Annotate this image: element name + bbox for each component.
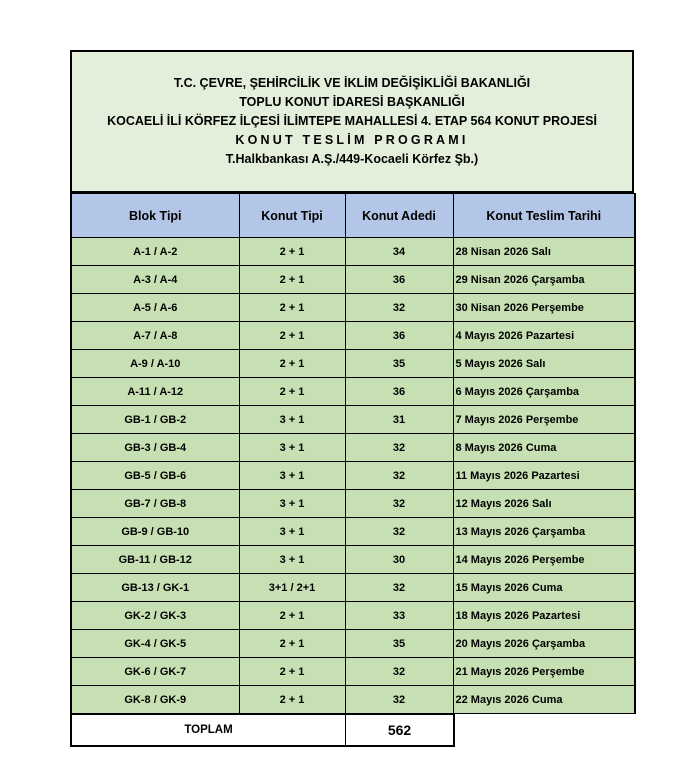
cell-delivery-date: 13 Mayıs 2026 Çarşamba (453, 518, 635, 546)
cell-unit-type: 3 + 1 (239, 518, 345, 546)
cell-delivery-date: 30 Nisan 2026 Perşembe (453, 294, 635, 322)
table-row (71, 546, 635, 574)
cell-unit-count: 36 (345, 266, 453, 294)
cell-unit-type: 3 + 1 (239, 462, 345, 490)
cell-unit-count: 32 (345, 518, 453, 546)
cell-delivery-date: 29 Nisan 2026 Çarşamba (453, 266, 635, 294)
table-row (71, 462, 635, 490)
table-row (71, 602, 635, 630)
table-row (71, 294, 635, 322)
cell-unit-type: 2 + 1 (239, 294, 345, 322)
table-row (71, 686, 635, 714)
table-row (71, 266, 635, 294)
cell-block-type: GB-7 / GB-8 (71, 490, 239, 518)
cell-unit-count: 35 (345, 350, 453, 378)
cell-unit-type: 2 + 1 (239, 602, 345, 630)
table-header-row (71, 194, 635, 238)
total-label: TOPLAM (72, 715, 346, 745)
agency-title: TOPLU KONUT İDARESİ BAŞKANLIĞI (239, 95, 465, 109)
cell-delivery-date: 18 Mayıs 2026 Pazartesi (453, 602, 635, 630)
cell-block-type: A-9 / A-10 (71, 350, 239, 378)
cell-block-type: A-1 / A-2 (71, 238, 239, 266)
column-header-unit-count: Konut Adedi (345, 194, 453, 238)
cell-unit-type: 2 + 1 (239, 266, 345, 294)
cell-unit-count: 32 (345, 490, 453, 518)
cell-unit-count: 35 (345, 630, 453, 658)
cell-block-type: GK-8 / GK-9 (71, 686, 239, 714)
table-row (71, 406, 635, 434)
cell-unit-count: 32 (345, 434, 453, 462)
ministry-title: T.C. ÇEVRE, ŞEHİRCİLİK VE İKLİM DEĞİŞİKLİĞİ BAKANLIĞI (173, 76, 531, 90)
table-row (71, 350, 635, 378)
cell-unit-count: 32 (345, 686, 453, 714)
cell-block-type: GB-13 / GK-1 (71, 574, 239, 602)
cell-block-type: A-5 / A-6 (71, 294, 239, 322)
cell-unit-count: 36 (345, 378, 453, 406)
cell-unit-type: 3 + 1 (239, 490, 345, 518)
cell-unit-type: 3 + 1 (239, 546, 345, 574)
cell-block-type: A-3 / A-4 (71, 266, 239, 294)
cell-delivery-date: 11 Mayıs 2026 Pazartesi (453, 462, 635, 490)
table-row (71, 574, 635, 602)
cell-unit-count: 32 (345, 574, 453, 602)
cell-unit-type: 2 + 1 (239, 630, 345, 658)
cell-delivery-date: 4 Mayıs 2026 Pazartesi (453, 322, 635, 350)
cell-unit-count: 32 (345, 462, 453, 490)
cell-unit-type: 3 + 1 (239, 434, 345, 462)
table-row (71, 630, 635, 658)
delivery-schedule-sheet (70, 50, 634, 738)
cell-delivery-date: 8 Mayıs 2026 Cuma (453, 434, 635, 462)
cell-delivery-date: 5 Mayıs 2026 Salı (453, 350, 635, 378)
table-row (71, 378, 635, 406)
cell-unit-count: 31 (345, 406, 453, 434)
column-header-unit-type: Konut Tipi (239, 194, 345, 238)
cell-block-type: A-7 / A-8 (71, 322, 239, 350)
cell-unit-type: 2 + 1 (239, 350, 345, 378)
total-row (70, 713, 455, 747)
cell-unit-type: 2 + 1 (239, 686, 345, 714)
cell-block-type: GK-4 / GK-5 (71, 630, 239, 658)
table-row (71, 658, 635, 686)
cell-block-type: GB-1 / GB-2 (71, 406, 239, 434)
cell-unit-count: 34 (345, 238, 453, 266)
cell-block-type: GK-6 / GK-7 (71, 658, 239, 686)
table-row (71, 238, 635, 266)
cell-unit-type: 3 + 1 (239, 406, 345, 434)
cell-delivery-date: 22 Mayıs 2026 Cuma (453, 686, 635, 714)
cell-unit-type: 3+1 / 2+1 (239, 574, 345, 602)
cell-block-type: GB-11 / GB-12 (71, 546, 239, 574)
delivery-table (70, 193, 636, 714)
table-row (71, 434, 635, 462)
cell-block-type: GB-9 / GB-10 (71, 518, 239, 546)
table-row (71, 490, 635, 518)
cell-block-type: A-11 / A-12 (71, 378, 239, 406)
column-header-block-type: Blok Tipi (71, 194, 239, 238)
cell-block-type: GB-5 / GB-6 (71, 462, 239, 490)
cell-unit-count: 33 (345, 602, 453, 630)
cell-delivery-date: 21 Mayıs 2026 Perşembe (453, 658, 635, 686)
cell-unit-type: 2 + 1 (239, 238, 345, 266)
cell-block-type: GB-3 / GB-4 (71, 434, 239, 462)
total-value: 562 (387, 722, 412, 738)
table-row (71, 322, 635, 350)
cell-delivery-date: 7 Mayıs 2026 Perşembe (453, 406, 635, 434)
cell-delivery-date: 14 Mayıs 2026 Perşembe (453, 546, 635, 574)
cell-unit-count: 30 (345, 546, 453, 574)
project-title: KOCAELİ İLİ KÖRFEZ İLÇESİ İLİMTEPE MAHALLESİ 4. ETAP 564 KONUT PROJESİ (107, 114, 597, 128)
program-title: KONUT TESLİM PROGRAMI (235, 133, 469, 147)
cell-unit-count: 32 (345, 294, 453, 322)
column-header-delivery-date: Konut Teslim Tarihi (453, 194, 635, 238)
cell-delivery-date: 12 Mayıs 2026 Salı (453, 490, 635, 518)
cell-unit-count: 32 (345, 658, 453, 686)
cell-unit-type: 2 + 1 (239, 322, 345, 350)
cell-delivery-date: 20 Mayıs 2026 Çarşamba (453, 630, 635, 658)
cell-delivery-date: 28 Nisan 2026 Salı (453, 238, 635, 266)
cell-unit-type: 2 + 1 (239, 658, 345, 686)
cell-unit-count: 36 (345, 322, 453, 350)
bank-branch: T.Halkbankası A.Ş./449-Kocaeli Körfez Şb.) (225, 152, 479, 166)
document-header (70, 50, 634, 193)
cell-block-type: GK-2 / GK-3 (71, 602, 239, 630)
table-row (71, 518, 635, 546)
cell-delivery-date: 6 Mayıs 2026 Çarşamba (453, 378, 635, 406)
cell-delivery-date: 15 Mayıs 2026 Cuma (453, 574, 635, 602)
cell-unit-type: 2 + 1 (239, 378, 345, 406)
